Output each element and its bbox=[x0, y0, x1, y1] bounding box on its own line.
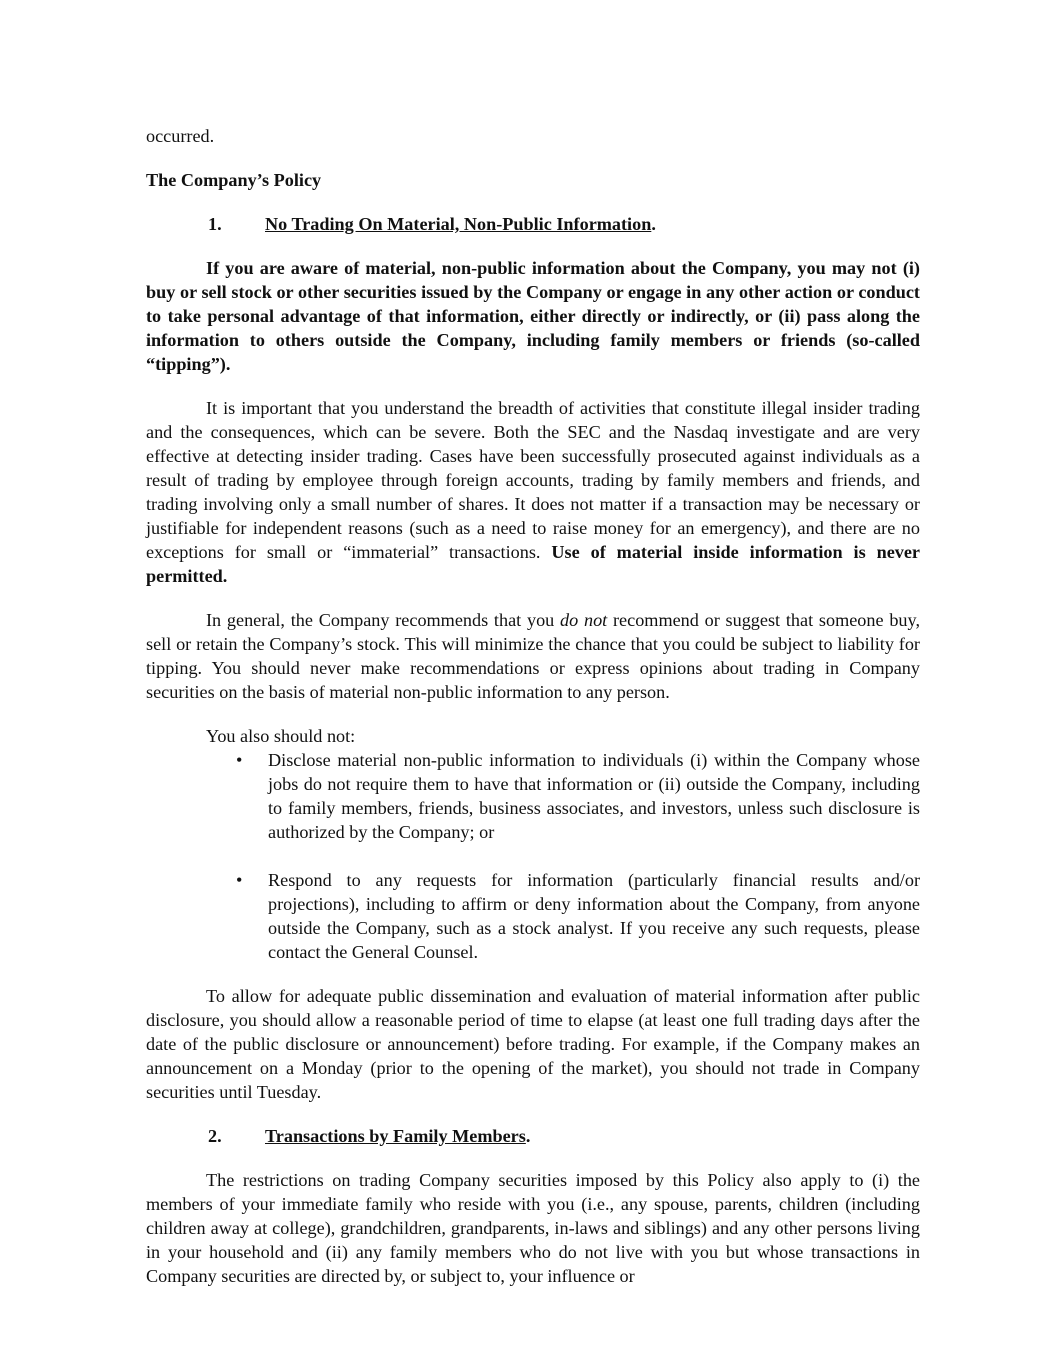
allow-paragraph: To allow for adequate public dissemination and evaluation of material information after public disclosure, you should allow a reasonable period of time to elapse (at least one full trading days after the date of the public disclosure or announcement) before trading. For example, if the Company makes an announcement on a Monday (prior to the opening of the market), you should not trade in Company securities until Tuesday. bbox=[146, 986, 920, 1102]
heading-2-period: . bbox=[525, 1126, 531, 1146]
bullet-list bbox=[146, 748, 920, 964]
important-paragraph bbox=[146, 396, 920, 588]
heading-1-title: No Trading On Material, Non-Public Information bbox=[265, 214, 652, 234]
heading-2-number: 2. bbox=[208, 1126, 222, 1146]
bullet-icon: • bbox=[236, 870, 243, 890]
heading-1 bbox=[208, 212, 920, 236]
general-emphasis: do not bbox=[560, 610, 608, 630]
continued-text: occurred. bbox=[146, 126, 215, 146]
important-bold-text: Use of material inside information is never permitted. bbox=[146, 542, 920, 586]
heading-2 bbox=[208, 1124, 920, 1148]
document-page bbox=[146, 124, 920, 1288]
general-text-b: recommend or suggest that someone buy, sell or retain the Company’s stock. This will minimize the chance that you could be subject to liability for tipping. You should never make recommendations or express opinions about trading in Company securities on the basis of material non-public information to any person. bbox=[146, 610, 920, 702]
list-item bbox=[146, 868, 920, 964]
section-title: The Company’s Policy bbox=[146, 170, 322, 190]
also-should-not: You also should not: bbox=[206, 726, 356, 746]
general-paragraph bbox=[146, 608, 920, 704]
list-item bbox=[146, 748, 920, 844]
restrictions-paragraph: The restrictions on trading Company securities imposed by this Policy also apply to (i) the members of your immediate family who reside with you (i.e., any spouse, parents, children (including children away at college), grandchildren, grandparents, in-laws and siblings) and any other persons living in your household and (ii) any family members who do not live with you but whose transactions in Company securities are directed by, or subject to, your influence or bbox=[146, 1170, 920, 1286]
bullet-text: Disclose material non-public information to individuals (i) within the Company whose jobs do not require them to have that information or (ii) outside the Company, including to family members, friends, business associates, and investors, unless such disclosure is authorized by the Company; or bbox=[268, 750, 920, 842]
heading-2-title: Transactions by Family Members bbox=[265, 1126, 526, 1146]
general-text-a: In general, the Company recommends that you bbox=[206, 610, 561, 630]
heading-1-period: . bbox=[651, 214, 656, 234]
important-text: It is important that you understand the breadth of activities that constitute illegal insider trading and the consequences, which can be severe. Both the SEC and the Nasdaq investigate and are very effective at detecting insider trading. Cases have been successfully prosecuted against individuals as a result of trading by employee through foreign accounts, trading by family members and friends, and trading involving only a small number of shares. It does not matter if a transaction may be necessary or justifiable for independent reasons (such as a need to raise money for an emergency), and there are no exceptions for small or “immaterial” transactions. bbox=[146, 398, 920, 562]
bullet-icon: • bbox=[236, 750, 243, 770]
heading-1-number: 1. bbox=[208, 214, 222, 234]
bold-rule-paragraph: If you are aware of material, non-public information about the Company, you may not (i) buy or sell stock or other securities issued by the Company or engage in any other action or conduct to take personal advantage of that information, either directly or indirectly, or (ii) pass along the information to others outside the Company, including family members or friends (so-called “tipping”). bbox=[146, 258, 920, 374]
bullet-text: Respond to any requests for information (particularly financial results and/or projections), including to affirm or deny information about the Company, from anyone outside the Company, such as a stock analyst. If you receive any such requests, please contact the General Counsel. bbox=[268, 870, 920, 962]
